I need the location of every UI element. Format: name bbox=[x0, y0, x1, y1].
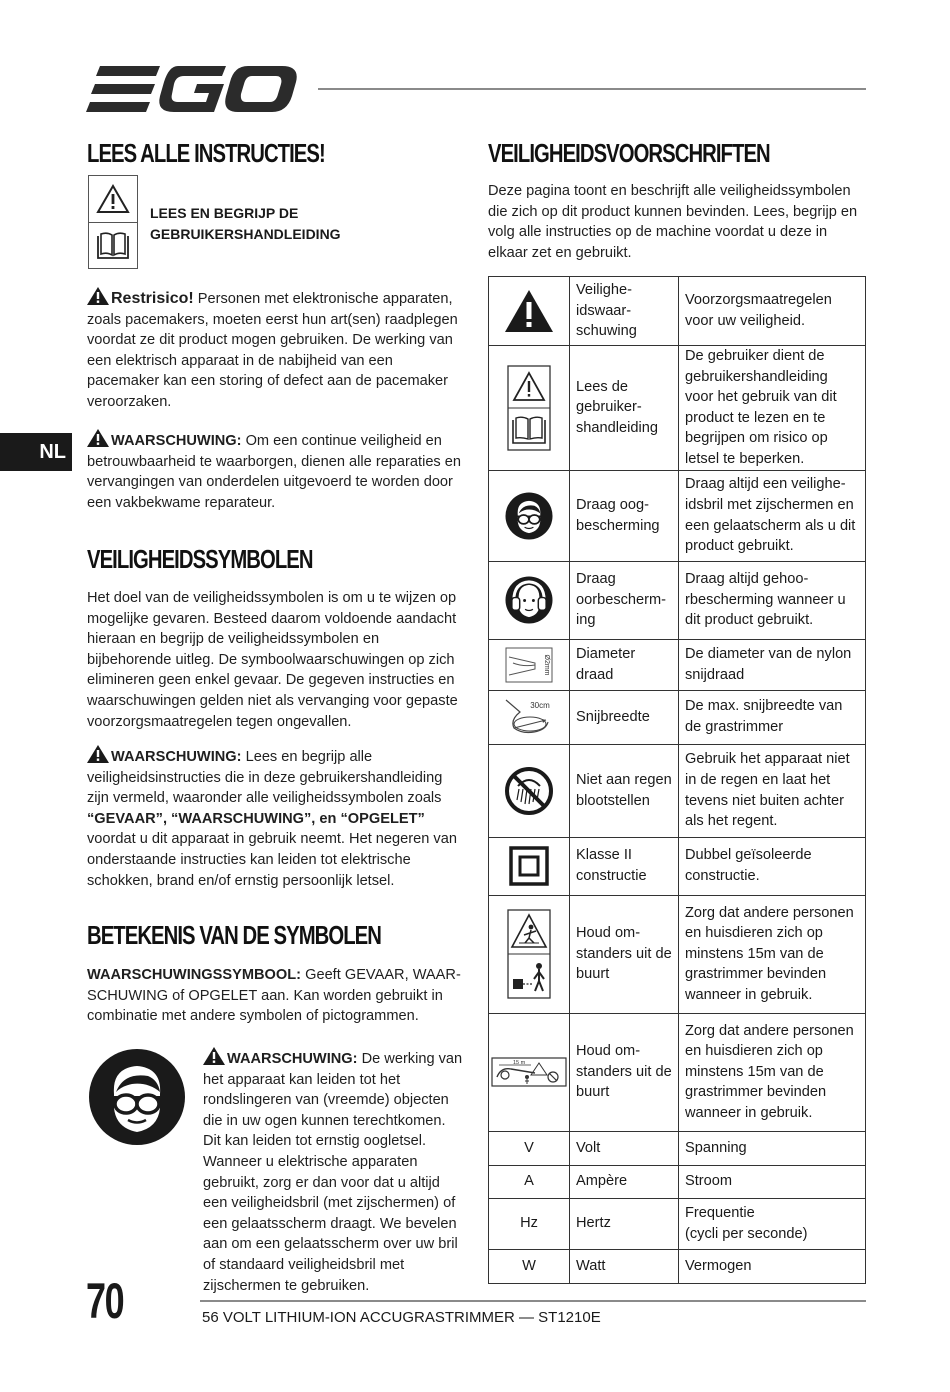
warning-text: Om een continue veiligheid en betrouwbaarheid te waarborgen, dienen alle reparaties en vervangingen van onderdelen uitgevoerd te worden door een vakbekwame reparateur. bbox=[87, 433, 462, 511]
unit-symbol: A bbox=[489, 1165, 570, 1198]
footer-title: 56 VOLT LITHIUM-ION ACCUGRASTRIMMER — ST1210E bbox=[202, 1309, 601, 1326]
voorschriften-intro: Deze pagina toont en beschrijft alle veiligheidssymbolen die zich op dit product kunnen bevinden. Lees, begrijp en volg alle instructies op de machine voordat u deze in elkaar zet en gebruikt. bbox=[488, 183, 858, 261]
no-rain-icon bbox=[504, 766, 554, 816]
warning-label: WAARSCHUWING: bbox=[111, 433, 242, 449]
symbol-description: Voorzorgsmaatregelen voor uw veiligheid. bbox=[679, 277, 866, 346]
unit-symbol: V bbox=[489, 1131, 570, 1165]
eye-protection-icon bbox=[505, 492, 553, 540]
restrisico-text: Personen met elektronische apparaten, zoals pacemakers, moeten eerst hun art(sen) raadplegen voordat ze dit product mogen gebruiken. De werking van een elektrisch apparaat in de nabijheid van een pacemaker kan een storing of defect aan de pacemaker veroorzaken. bbox=[87, 291, 458, 410]
warning-triangle-icon bbox=[504, 289, 554, 333]
warning-instructions-paragraph bbox=[87, 745, 465, 891]
table-row bbox=[489, 690, 866, 744]
symbol-name: Veiligheidswaarschuwing bbox=[570, 277, 679, 346]
symbol-name: Volt bbox=[570, 1131, 679, 1165]
description-line: (cycli per seconde) bbox=[685, 1225, 808, 1242]
warning-triangle-icon bbox=[87, 287, 109, 305]
waarschuwingssymbool-paragraph bbox=[87, 965, 465, 1027]
symbol-description: Spanning bbox=[679, 1131, 866, 1165]
unit-symbol: Hz bbox=[489, 1198, 570, 1249]
table-row bbox=[489, 1131, 866, 1165]
line-diameter-value: Ø2mm bbox=[543, 654, 550, 676]
table-row bbox=[489, 1165, 866, 1198]
unit-symbol: W bbox=[489, 1249, 570, 1283]
warning-repairs-paragraph bbox=[87, 429, 465, 513]
symbolen-paragraph: Het doel van de veiligheidssymbolen is om u te wijzen op mogelijke gevaren. Besteed daarom voldoende aandacht hieraan en begrijp de veiligheidssymbolen en bijbehorende uitleg. De symboolwaarschuwingen op zich elimineren geen enkel gevaar. De gegeven instructies en waarschuwingen gelden niet als vervanging voor gepaste voorzorgsmaatregelen tegen ongevallen. bbox=[87, 590, 458, 730]
heading-veiligheidsvoorschriften: VEILIGHEIDSVOORSCHRIFTEN bbox=[488, 138, 770, 168]
heading-betekenis-van-de-symbolen: BETEKENIS VAN DE SYMBOLEN bbox=[87, 920, 381, 950]
header-rule bbox=[318, 88, 866, 90]
symbol-description: Vermogen bbox=[679, 1249, 866, 1283]
symbol-description: Gebruik het apparaat niet in de regen en laat het tevens niet buiten achter als het regent. bbox=[679, 744, 866, 837]
warning-text: De werking van het apparaat kan leiden tot het rondslingeren van (vreemde) objecten die in uw ogen kunnen terechtkomen. Dit kan leiden tot ernstig oogletsel. Wanneer u elektrische apparaten gebruikt, zorg er dan voor dat u altijd een veiligheidsbril (met zijschermen) of een gelaatsscherm draagt. We bevelen aan om een gelaatsscherm over uw bril of standaard veiligheidsbril met zijschermen te gebruiken. bbox=[203, 1051, 463, 1294]
language-tab: NL bbox=[0, 433, 72, 471]
read-manual-label bbox=[150, 203, 341, 245]
symbol-name: Snijbreedte bbox=[570, 690, 679, 744]
table-row bbox=[489, 1198, 866, 1249]
read-manual-box bbox=[88, 175, 138, 269]
table-row bbox=[489, 277, 866, 346]
warning-eyes-paragraph bbox=[203, 1047, 465, 1296]
warning-keywords: “GEVAAR”, “WAARSCHUWING”, en “OPGELET” bbox=[87, 810, 425, 827]
cutting-width-icon bbox=[504, 698, 554, 736]
heading-lees-alle-instructies: LEES ALLE INSTRUCTIES! bbox=[87, 138, 325, 168]
symbol-name: Lees de gebruikershandleiding bbox=[570, 346, 679, 471]
read-manual-icon bbox=[507, 365, 551, 451]
symbol-label: WAARSCHUWINGSSYMBOOL: bbox=[87, 967, 302, 983]
left-column bbox=[87, 136, 465, 170]
symbol-description: Draag altijd gehoorbescherming wanneer u dit product gebruikt. bbox=[679, 561, 866, 639]
eye-protection-icon bbox=[88, 1048, 186, 1146]
table-row bbox=[489, 744, 866, 837]
symbol-name: Draag oogbescherming bbox=[570, 470, 679, 561]
symbol-description: Zorg dat andere personen en huisdieren zich op minstens 15m van de grastrimmer bevinden wanneer in gebruik. bbox=[679, 895, 866, 1013]
symbol-name: Hertz bbox=[570, 1198, 679, 1249]
ego-logo bbox=[86, 64, 298, 114]
read-label-line-2: GEBRUIKERSHANDLEIDING bbox=[150, 226, 341, 242]
symbol-description: Stroom bbox=[679, 1165, 866, 1198]
class-ii-icon bbox=[509, 846, 549, 886]
symbol-name: Ampère bbox=[570, 1165, 679, 1198]
table-row bbox=[489, 639, 866, 690]
symbol-description: De diameter van de nylon snijdraad bbox=[679, 639, 866, 690]
warning-triangle-icon bbox=[203, 1047, 225, 1065]
page-number: 70 bbox=[86, 1273, 124, 1329]
warning-label: WAARSCHUWING: bbox=[111, 749, 242, 765]
table-row bbox=[489, 1013, 866, 1131]
symbol-description: De gebruiker dient de gebruikershandleiding voor het gebruik van dit product te lezen en te begrijpen om risico op letsel te beperken. bbox=[679, 346, 866, 471]
table-row bbox=[489, 895, 866, 1013]
restrisico-paragraph bbox=[87, 287, 465, 413]
symbol-name: Diameter draad bbox=[570, 639, 679, 690]
footer-rule bbox=[200, 1300, 866, 1302]
symbol-name: Houd omstanders uit de buurt bbox=[570, 895, 679, 1013]
table-row bbox=[489, 561, 866, 639]
warning-triangle-icon bbox=[87, 429, 109, 447]
read-label-line-1: LEES EN BEGRIJP DE bbox=[150, 205, 299, 221]
symbol-description: Zorg dat andere personen en huisdieren zich op minstens 15m van de grastrimmer bevinden wanneer in gebruik. bbox=[679, 1013, 866, 1131]
book-icon bbox=[89, 222, 137, 268]
warning-label: WAARSCHUWING: bbox=[227, 1051, 358, 1067]
table-row bbox=[489, 346, 866, 471]
symbol-name: Niet aan regen blootstellen bbox=[570, 744, 679, 837]
symbol-name: Draag oorbescherming bbox=[570, 561, 679, 639]
bystanders-icon bbox=[507, 909, 551, 999]
description-line: Frequentie bbox=[685, 1204, 755, 1221]
symbol-description: De max. snijbreedte van de grastrimmer bbox=[679, 690, 866, 744]
symbol-name: Houd omstanders uit de buurt bbox=[570, 1013, 679, 1131]
table-row bbox=[489, 837, 866, 895]
symbol-description: Dubbel geïsoleerde constructie. bbox=[679, 837, 866, 895]
warning-text-a: Lees en begrijp alle veiligheidsinstructies die in deze gebruikershandleiding zijn vermeld, waaronder alle veiligheidssymbolen zoals bbox=[87, 749, 443, 807]
symbols-table bbox=[488, 276, 866, 1284]
bystander-distance-value: 15 m bbox=[513, 1060, 526, 1067]
warning-triangle-icon bbox=[87, 745, 109, 763]
table-row bbox=[489, 470, 866, 561]
symbol-description bbox=[679, 1198, 866, 1249]
table-row bbox=[489, 1249, 866, 1283]
heading-veiligheidssymbolen: VEILIGHEIDSSYMBOLEN bbox=[87, 544, 313, 574]
symbol-name: Watt bbox=[570, 1249, 679, 1283]
symbol-description: Draag altijd een veiligheidsbril met zijschermen en een gelaatscherm als u dit product gebruikt. bbox=[679, 470, 866, 561]
warning-text-b: voordat u dit apparaat in gebruik neemt. Het negeren van onderstaande instructies kan leiden tot elektrische schokken, brand en/of ernstig persoonlijk letsel. bbox=[87, 831, 457, 889]
ear-protection-icon bbox=[505, 576, 553, 624]
symbol-name: Klasse II constructie bbox=[570, 837, 679, 895]
line-diameter-icon bbox=[505, 647, 553, 683]
restrisico-label: Restrisico! bbox=[111, 290, 194, 307]
bystanders-distance-icon bbox=[491, 1057, 567, 1087]
warning-triangle-icon bbox=[89, 176, 137, 222]
cutting-width-value: 30cm bbox=[530, 701, 550, 711]
symbol-text: Geeft GEVAAR, WAARSCHUWING of OPGELET aan. Kan worden gebruikt in combinatie met andere symbolen of pictogrammen. bbox=[87, 967, 461, 1025]
